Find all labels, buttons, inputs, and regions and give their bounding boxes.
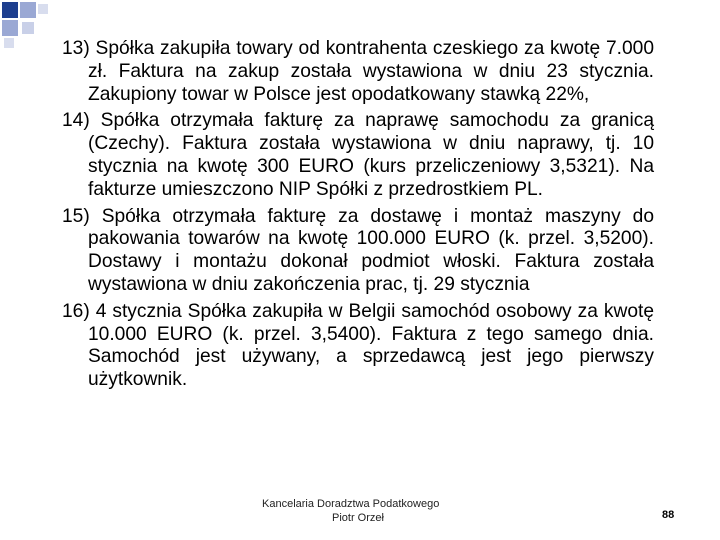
corner-square-pale	[4, 38, 14, 48]
task-list	[62, 38, 654, 396]
task-item-16	[62, 301, 654, 392]
task-item-14	[62, 110, 654, 201]
page-number: 88	[662, 509, 675, 521]
footer-organization: Kancelaria Doradztwa Podatkowego	[262, 498, 440, 510]
task-text: 13) Spółka zakupiła towary od kontrahenta czeskiego za kwotę 7.000 zł. Faktura na zakup została wystawiona w dniu 23 stycznia. Zakupiony towar w Polsce jest opodatkowany stawką 22%,	[62, 38, 654, 105]
task-item-13	[62, 38, 654, 106]
corner-square-dark	[2, 2, 18, 18]
corner-decoration	[0, 0, 60, 50]
task-text: 16) 4 stycznia Spółka zakupiła w Belgii samochód osobowy za kwotę 10.000 EURO (k. przel. 3,5400). Faktura z tego samego dnia. Samochód jest używany, a sprzedawcą jest jego pierwszy użytkownik.	[62, 300, 654, 391]
task-item-15	[62, 206, 654, 297]
task-text: 15) Spółka otrzymała fakturę za dostawę i montaż maszyny do pakowania towarów na kwotę 100.000 EURO (k. przel. 3,5200). Dostawy i montażu dokonał podmiot włoski. Faktura została wystawiona w dniu zakończenia prac, tj. 29 stycznia	[62, 205, 654, 295]
corner-square-light	[20, 2, 36, 18]
footer-author: Piotr Orzeł	[332, 512, 384, 524]
task-text: 14) Spółka otrzymała fakturę za naprawę samochodu za granicą (Czechy). Faktura została wystawiona w dniu naprawy, tj. 10 stycznia na kwotę 300 EURO (kurs przeliczeniowy 3,5321). Na fakturze umieszczono NIP Spółki z przedrostkiem PL.	[62, 110, 654, 200]
corner-square-light	[2, 20, 18, 36]
corner-square-pale	[22, 22, 34, 34]
corner-square-pale	[38, 4, 48, 14]
